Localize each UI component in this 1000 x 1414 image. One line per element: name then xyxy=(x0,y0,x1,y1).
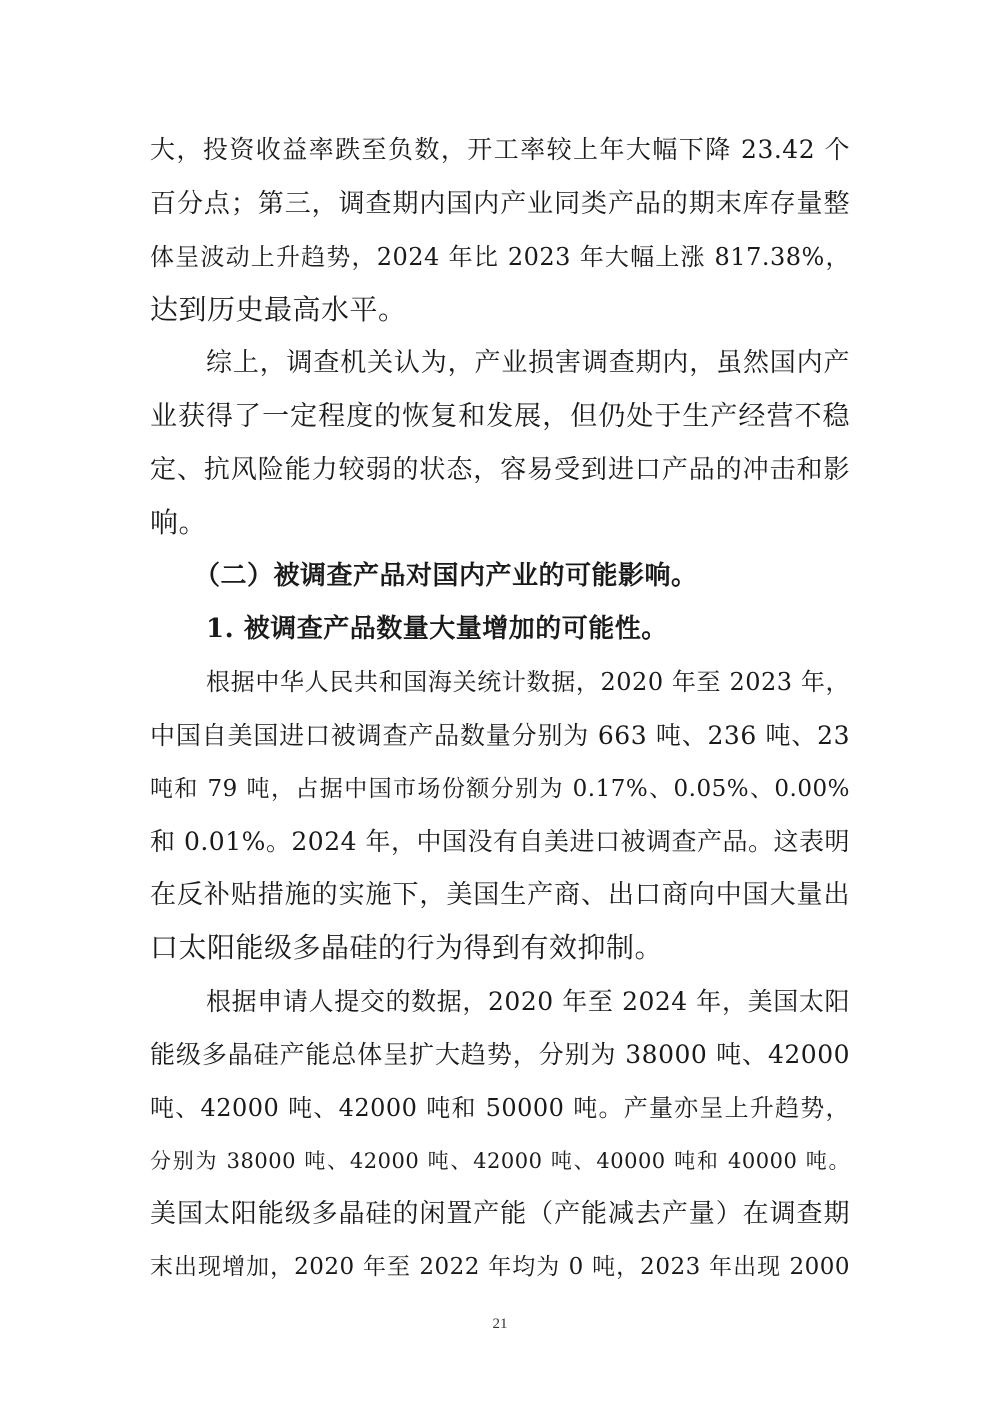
paragraph-line: 定、抗风险能力较弱的状态，容易受到进口产品的冲击和影 xyxy=(150,455,850,485)
paragraph-line: 体呈波动上升趋势，2024 年比 2023 年大幅上涨 817.38%， xyxy=(150,243,850,271)
paragraph-line: 中国自美国进口被调查产品数量分别为 663 吨、236 吨、23 xyxy=(150,721,850,750)
paragraph-line: 大，投资收益率跌至负数，开工率较上年大幅下降 23.42 个 xyxy=(150,135,850,164)
paragraph-line: 吨和 79 吨，占据中国市场份额分别为 0.17%、0.05%、0.00% xyxy=(150,776,850,802)
paragraph-line: 分别为 38000 吨、42000 吨、42000 吨、40000 吨和 40000 吨。 xyxy=(150,1149,850,1173)
paragraph-line: 综上，调查机关认为，产业损害调查期内，虽然国内产 xyxy=(206,348,850,378)
paragraph-line: 在反补贴措施的实施下，美国生产商、出口商向中国大量出 xyxy=(150,880,850,910)
section-heading: （二）被调查产品对国内产业的可能影响。 xyxy=(194,561,698,591)
paragraph-line: 口太阳能级多晶硅的行为得到有效抑制。 xyxy=(150,931,664,964)
paragraph-line: 和 0.01%。2024 年，中国没有自美进口被调查产品。这表明 xyxy=(150,827,850,856)
page-number: 21 xyxy=(492,1316,508,1332)
paragraph-line: 根据申请人提交的数据，2020 年至 2024 年，美国太阳 xyxy=(206,987,850,1016)
paragraph-line: 百分点；第三，调查期内国内产业同类产品的期末库存量整 xyxy=(150,189,850,219)
paragraph-line: 吨、42000 吨、42000 吨和 50000 吨。产量亦呈上升趋势， xyxy=(150,1094,850,1122)
paragraph-line: 能级多晶硅产能总体呈扩大趋势，分别为 38000 吨、42000 xyxy=(150,1040,850,1069)
paragraph-line: 美国太阳能级多晶硅的闲置产能（产能减去产量）在调查期 xyxy=(150,1199,850,1229)
paragraph-line: 响。 xyxy=(150,506,208,539)
paragraph-line: 业获得了一定程度的恢复和发展，但仍处于生产经营不稳 xyxy=(150,401,850,432)
paragraph-line: 末出现增加，2020 年至 2022 年均为 0 吨，2023 年出现 2000 xyxy=(150,1254,850,1280)
subsection-heading: 1. 被调查产品数量大量增加的可能性。 xyxy=(206,614,668,644)
paragraph-line: 达到历史最高水平。 xyxy=(150,293,407,326)
paragraph-line: 根据中华人民共和国海关统计数据，2020 年至 2023 年， xyxy=(206,668,850,696)
